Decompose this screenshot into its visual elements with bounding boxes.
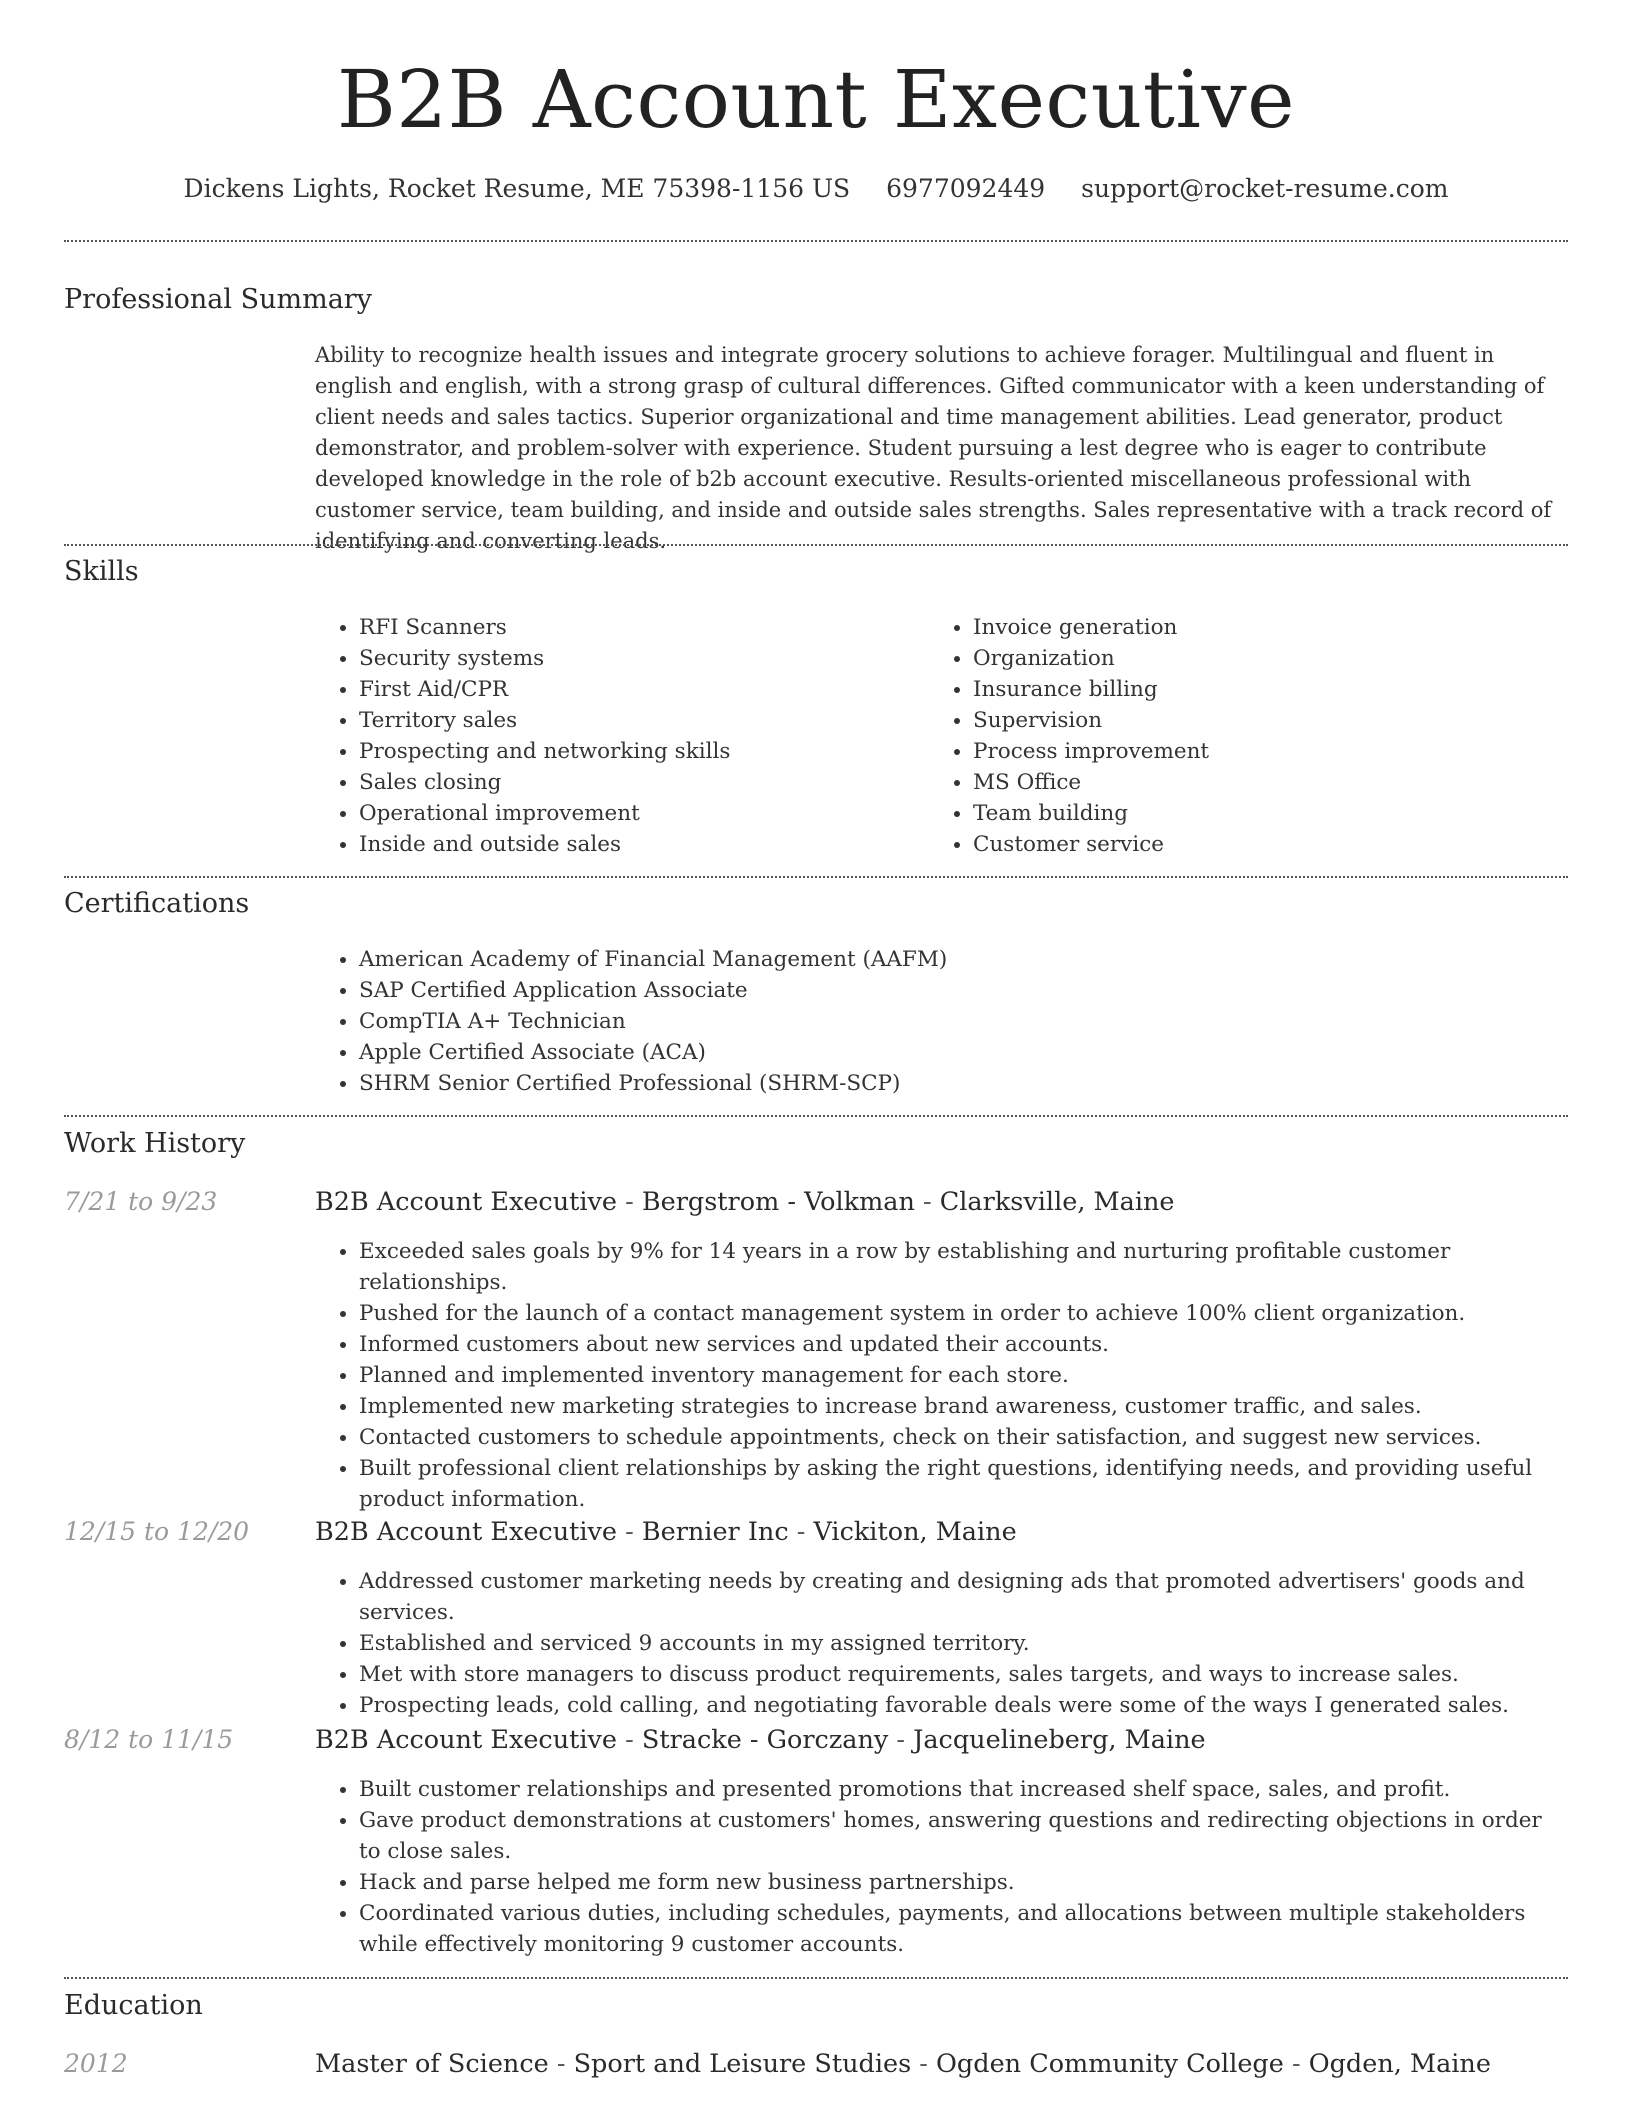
candidate-name: B2B Account Executive [336, 53, 1296, 146]
skill-item: • Customer service [973, 829, 1533, 860]
contact-line [0, 172, 1632, 206]
job-bullet: • Gave product demonstrations at customers' homes, answering questions and redirecting objections in order to close sales. [359, 1805, 1568, 1867]
job-bullet: • Addressed customer marketing needs by creating and designing ads that promoted advertisers' goods and services. [359, 1566, 1568, 1628]
job-bullet: • Exceeded sales goals by 9% for 14 years in a row by establishing and nurturing profitable customer relationships. [359, 1236, 1568, 1298]
section-divider [64, 1115, 1568, 1117]
job-bullets [315, 1774, 1568, 1960]
job-dates: 7/21 to 9/23 [64, 1187, 218, 1216]
job-bullet: • Contacted customers to schedule appointments, check on their satisfaction, and suggest new services. [359, 1422, 1568, 1453]
job-bullet: • Informed customers about new services and updated their accounts. [359, 1329, 1568, 1360]
skill-item: • Territory sales [359, 705, 919, 736]
job-heading: B2B Account Executive - Bernier Inc - Vickiton, Maine [315, 1517, 1017, 1547]
job-bullets [315, 1236, 1568, 1515]
education-school: Ogden Community College [936, 2049, 1284, 2079]
certification-item: • American Academy of Financial Management (AAFM) [359, 944, 1568, 975]
job-location: Jacquelineberg, Maine [913, 1725, 1206, 1755]
skills-list-right [929, 612, 1533, 860]
certifications-heading: Certifications [64, 888, 250, 919]
job-title: B2B Account Executive [315, 1187, 618, 1217]
skill-item: • Operational improvement [359, 798, 919, 829]
job-bullet: • Implemented new marketing strategies to increase brand awareness, customer traffic, and sales. [359, 1391, 1568, 1422]
skill-item: • RFI Scanners [359, 612, 919, 643]
summary-text: Ability to recognize health issues and integrate grocery solutions to achieve forager. Multilingual and fluent in english and english, with a strong grasp of cultural differences. Gifted communicator with a keen understanding of client needs and sales tactics. Superior organizational and time management abilities. Lead generator, product demonstrator, and problem-solver with experience. Student pursuing a lest degree who is eager to contribute developed knowledge in the role of b2b account executive. Results-oriented miscellaneous professional with customer service, team building, and inside and outside sales strengths. Sales representative with a track record of identifying and converting leads. [315, 343, 1552, 553]
education-heading-line: Master of Science - Sport and Leisure Studies - Ogden Community College - Ogden, Maine [315, 2049, 1491, 2079]
job-bullet: • Pushed for the launch of a contact management system in order to achieve 100% client organization. [359, 1298, 1568, 1329]
job-title: B2B Account Executive [315, 1725, 618, 1755]
contact-phone: 6977092449 [886, 174, 1046, 203]
skill-item: • MS Office [973, 767, 1533, 798]
certification-item: • Apple Certified Associate (ACA) [359, 1037, 1568, 1068]
job-bullet: • Hack and parse helped me form new business partnerships. [359, 1867, 1568, 1898]
job-location: Vickiton, Maine [813, 1517, 1017, 1547]
job-company: Bergstrom - Volkman [641, 1187, 915, 1217]
education-field: Sport and Leisure Studies [573, 2049, 912, 2079]
section-divider [64, 240, 1568, 242]
job-bullet: • Coordinated various duties, including schedules, payments, and allocations between multiple stakeholders while effectively monitoring 9 customer accounts. [359, 1898, 1568, 1960]
job-bullet: • Met with store managers to discuss product requirements, sales targets, and ways to increase sales. [359, 1659, 1568, 1690]
skill-item: • Insurance billing [973, 674, 1533, 705]
job-bullet: • Built customer relationships and presented promotions that increased shelf space, sales, and profit. [359, 1774, 1568, 1805]
skill-item: • Organization [973, 643, 1533, 674]
job-company: Bernier Inc [641, 1517, 789, 1547]
job-bullet: • Planned and implemented inventory management for each store. [359, 1360, 1568, 1391]
skills-list-left [315, 612, 919, 860]
job-bullet: • Built professional client relationships by asking the right questions, identifying needs, and providing useful product information. [359, 1453, 1568, 1515]
certification-item: • SAP Certified Application Associate [359, 975, 1568, 1006]
section-divider [64, 1977, 1568, 1979]
job-company: Stracke - Gorczany [641, 1725, 889, 1755]
certification-item: • CompTIA A+ Technician [359, 1006, 1568, 1037]
section-divider [64, 876, 1568, 878]
education-degree: Master of Science [315, 2049, 549, 2079]
job-heading: B2B Account Executive - Bergstrom - Volkman - Clarksville, Maine [315, 1187, 1175, 1217]
contact-address: Dickens Lights, Rocket Resume, ME 75398-1156 US [183, 174, 851, 203]
job-location: Clarksville, Maine [939, 1187, 1175, 1217]
skill-item: • First Aid/CPR [359, 674, 919, 705]
summary-heading: Professional Summary [64, 284, 372, 315]
job-dates: 12/15 to 12/20 [64, 1517, 250, 1546]
education-year: 2012 [64, 2049, 128, 2078]
skill-item: • Sales closing [359, 767, 919, 798]
skill-item: • Process improvement [973, 736, 1533, 767]
contact-email: support@rocket-resume.com [1081, 174, 1449, 203]
section-divider [64, 544, 1568, 546]
skill-item: • Security systems [359, 643, 919, 674]
skills-heading: Skills [64, 556, 139, 587]
job-bullets [315, 1566, 1568, 1721]
education-heading: Education [64, 1990, 203, 2021]
job-title: B2B Account Executive [315, 1517, 618, 1547]
skill-item: • Inside and outside sales [359, 829, 919, 860]
skill-item: • Supervision [973, 705, 1533, 736]
skill-item: • Team building [973, 798, 1533, 829]
skill-item: • Prospecting and networking skills [359, 736, 919, 767]
certification-item: • SHRM Senior Certified Professional (SHRM-SCP) [359, 1068, 1568, 1099]
education-location: Ogden, Maine [1308, 2049, 1491, 2079]
certifications-list [315, 944, 1568, 1099]
skill-item: • Invoice generation [973, 612, 1533, 643]
job-dates: 8/12 to 11/15 [64, 1725, 234, 1754]
job-bullet: • Prospecting leads, cold calling, and negotiating favorable deals were some of the ways I generated sales. [359, 1690, 1568, 1721]
work-history-heading: Work History [64, 1128, 246, 1159]
job-heading: B2B Account Executive - Stracke - Gorczany - Jacquelineberg, Maine [315, 1725, 1206, 1755]
job-bullet: • Established and serviced 9 accounts in my assigned territory. [359, 1628, 1568, 1659]
